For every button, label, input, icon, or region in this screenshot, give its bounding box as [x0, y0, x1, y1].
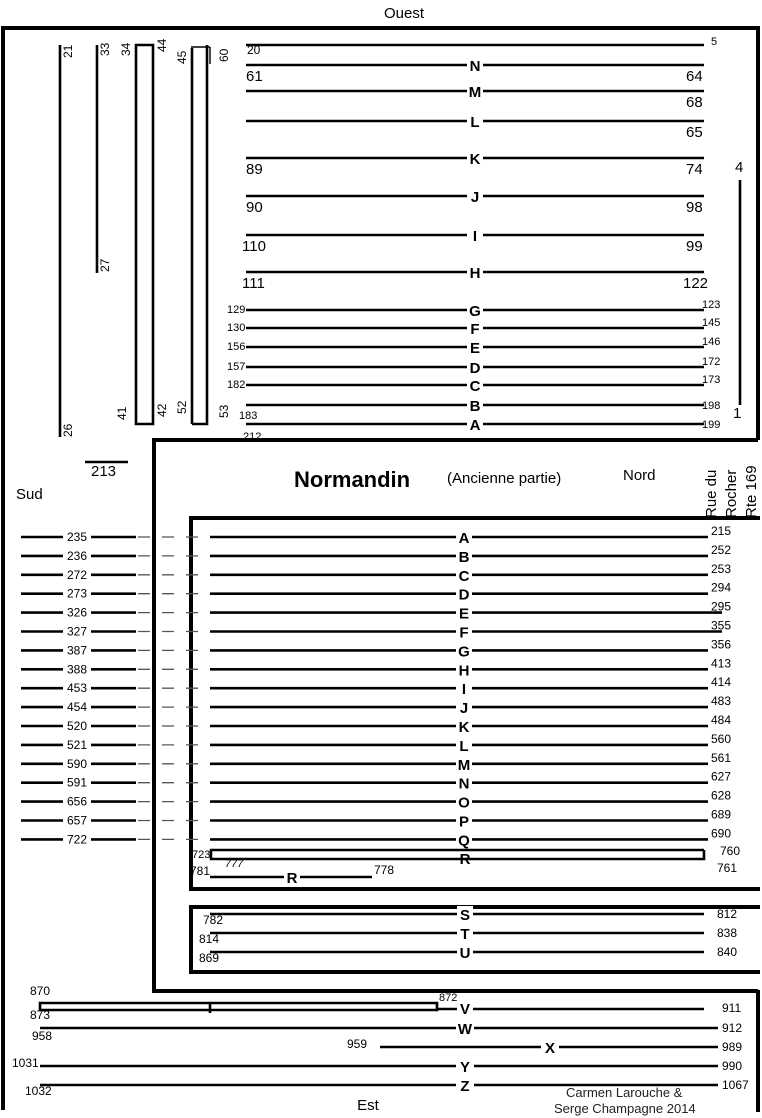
vertical-number-4: 4 [735, 159, 744, 176]
street-number-777: 777 [225, 858, 244, 870]
page-title: Normandin [294, 467, 411, 492]
street-number-right: 840 [717, 945, 738, 959]
street-number-right: 989 [722, 1040, 743, 1054]
street-number-right: 812 [717, 907, 738, 921]
street-number-right: 252 [711, 542, 732, 557]
street-label: M [457, 756, 471, 774]
street-label: Y [459, 1059, 471, 1076]
street-number-right: 295 [711, 599, 732, 614]
street-number-left: 388 [66, 662, 88, 677]
vertical-number-27: 27 [98, 258, 112, 272]
street-number-left: 327 [66, 624, 88, 639]
street-label: N [458, 775, 470, 793]
street-number-right: 356 [711, 637, 732, 652]
vertical-number-52: 52 [175, 400, 189, 414]
street-label: D [458, 586, 470, 604]
street-label: U [459, 945, 471, 962]
street-number-right: 172 [702, 356, 721, 368]
vertical-number-33: 33 [98, 42, 112, 56]
street-number-left: 1032 [25, 1084, 52, 1098]
street-label: K [458, 719, 470, 736]
street-number-left: 657 [66, 813, 88, 828]
street-number-right: 123 [702, 299, 721, 311]
street-label: B [469, 398, 481, 415]
vertical-number-42: 42 [155, 403, 169, 417]
street-number-left: 236 [66, 548, 88, 563]
street-number-left: 722 [66, 832, 88, 847]
vertical-number-60: 60 [217, 48, 231, 62]
street-number-left: 183 [239, 410, 258, 422]
street-number-left: 782 [203, 913, 224, 927]
street-label: N [469, 58, 481, 75]
street-number-right: 838 [717, 926, 738, 940]
street-number-left: 61 [246, 68, 263, 85]
street-number-right: 628 [711, 788, 732, 803]
direction-west-ouest: Ouest [383, 5, 425, 22]
street-number-761: 761 [717, 861, 738, 875]
vertical-number-21: 21 [61, 44, 75, 58]
street-number-right: 74 [686, 161, 703, 178]
street-number-left: 90 [246, 199, 263, 216]
street-label: L [470, 114, 480, 131]
street-number-right: 5 [711, 36, 718, 48]
street-number-left: 387 [66, 643, 88, 658]
street-label: P [458, 813, 470, 831]
street-number-911: 911 [722, 1001, 742, 1015]
vertical-number-1: 1 [733, 405, 742, 422]
street-label: I [472, 228, 478, 245]
street-label: Q [458, 832, 470, 850]
street-number-left: 89 [246, 161, 263, 178]
street-number-left: 454 [66, 700, 88, 715]
street-label: E [469, 340, 481, 357]
street-number-left: 20 [247, 43, 261, 57]
direction-south-sud: Sud [16, 486, 43, 503]
street-number-873: 873 [30, 1008, 51, 1022]
street-number-right: 198 [702, 400, 721, 412]
street-label: A [458, 530, 470, 547]
street-label: T [460, 926, 470, 943]
vertical-number-44: 44 [155, 38, 169, 52]
street-number-right: 68 [686, 94, 703, 111]
street-number-right: 355 [711, 618, 732, 633]
street-number-right: 414 [711, 675, 732, 690]
street-number-right: 98 [686, 199, 703, 216]
street-label: W [457, 1021, 473, 1038]
street-number-left: 814 [199, 932, 220, 946]
street-label: J [459, 700, 469, 718]
street-number-left: 110 [242, 238, 266, 255]
street-label: C [469, 378, 481, 395]
street-number-778: 778 [374, 863, 395, 877]
road-label-line-3: Rte 169 [743, 465, 760, 518]
street-label: Z [460, 1078, 470, 1095]
page-subtitle: (Ancienne partie) [447, 470, 562, 487]
street-number-right: 253 [711, 561, 732, 576]
street-label: D [469, 360, 481, 377]
road-label-rue-du-rocher [703, 465, 760, 518]
road-label-line-1: Rue du [703, 469, 720, 518]
direction-north-nord: Nord [623, 467, 656, 484]
street-label: G [469, 303, 481, 320]
street-label: H [458, 662, 470, 680]
street-label: I [461, 681, 467, 699]
street-label: F [470, 321, 480, 338]
street-label: G [458, 643, 470, 661]
street-number-right: 146 [702, 336, 721, 348]
street-number-left: 273 [66, 586, 88, 601]
street-number-right: 145 [702, 317, 721, 329]
street-number-left: 959 [347, 1037, 368, 1051]
street-number-781: 781 [190, 864, 211, 878]
street-label: M [468, 84, 482, 101]
street-number-left: 591 [66, 775, 88, 790]
vertical-number-26: 26 [61, 423, 75, 437]
vertical-number-53: 53 [217, 404, 231, 418]
street-label: F [459, 624, 469, 642]
street-number-right: 413 [711, 656, 732, 671]
street-label: A [469, 417, 481, 434]
street-label: L [459, 737, 469, 755]
street-label: B [458, 548, 470, 566]
street-number-left: 157 [227, 361, 246, 373]
street-label: J [470, 189, 480, 206]
street-label: O [458, 794, 470, 812]
street-number-right: 99 [686, 238, 703, 255]
street-number-right: 912 [722, 1021, 743, 1035]
street-number-left: 656 [66, 794, 88, 809]
street-number-right: 561 [711, 750, 732, 765]
street-number-right: 1067 [722, 1078, 749, 1092]
street-number-left: 520 [66, 719, 88, 733]
street-number-left: 1031 [12, 1056, 39, 1070]
direction-east-est: Est [357, 1097, 379, 1114]
street-number-right: 560 [711, 731, 732, 746]
street-label: C [458, 567, 470, 585]
street-number-right: 990 [722, 1059, 743, 1073]
street-label-v: V [459, 1001, 471, 1018]
street-label: E [458, 605, 470, 623]
street-label: S [459, 907, 471, 924]
vertical-number-45: 45 [175, 50, 189, 64]
street-number-right: 173 [702, 374, 721, 386]
street-number-left: 869 [199, 951, 220, 965]
credit-line-1: Carmen Larouche & [566, 1085, 683, 1100]
street-label: X [544, 1040, 556, 1057]
street-label-r: R [459, 851, 471, 868]
street-number-right: 690 [711, 826, 732, 841]
street-number-left: 326 [66, 605, 88, 620]
credit-line-2: Serge Champagne 2014 [554, 1101, 696, 1116]
street-number-left: 130 [227, 322, 246, 334]
street-label: H [469, 265, 481, 282]
street-number-left: 235 [66, 530, 88, 544]
street-number-left: 129 [227, 304, 246, 316]
street-number-760: 760 [720, 844, 741, 858]
street-number-right: 215 [711, 524, 732, 538]
street-number-left: 156 [227, 341, 246, 353]
road-label-line-2: Rocher [723, 469, 740, 518]
street-number-right: 64 [686, 68, 703, 85]
street-number-right: 294 [711, 580, 732, 595]
street-number-213: 213 [91, 463, 117, 480]
street-number-left: 212 [243, 431, 262, 443]
street-number-872: 872 [439, 992, 458, 1004]
street-number-left: 111 [242, 275, 265, 292]
street-number-right: 65 [686, 124, 703, 141]
street-number-right: 483 [711, 694, 732, 709]
street-number-left: 958 [32, 1029, 53, 1043]
street-label: K [469, 151, 481, 168]
street-number-right: 627 [711, 769, 732, 784]
street-number-left: 590 [66, 756, 88, 771]
street-number-left: 272 [66, 567, 88, 582]
street-number-left: 182 [227, 379, 246, 391]
street-number-723: 723 [192, 849, 211, 861]
vertical-number-41: 41 [115, 406, 129, 420]
vertical-number-34: 34 [119, 42, 133, 56]
street-number-left: 521 [66, 737, 88, 752]
street-number-right: 484 [711, 713, 732, 727]
street-number-right: 122 [683, 275, 709, 292]
street-number-right: 199 [702, 419, 721, 431]
street-label-r-short: R [286, 870, 298, 887]
street-number-870: 870 [30, 984, 51, 998]
street-number-right: 689 [711, 807, 732, 822]
street-number-left: 453 [66, 681, 88, 696]
